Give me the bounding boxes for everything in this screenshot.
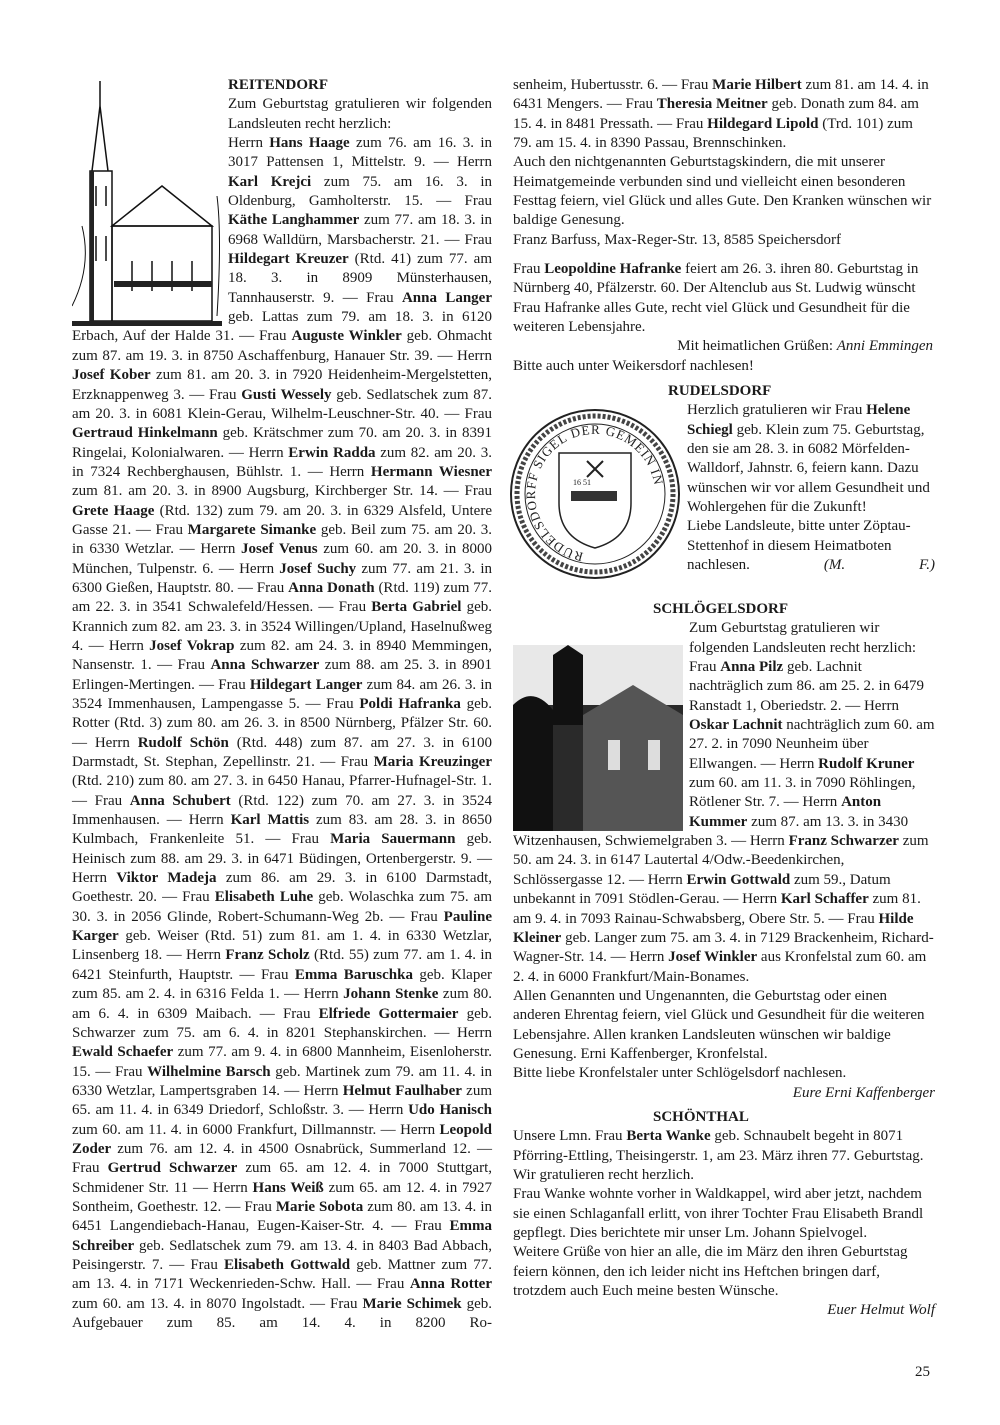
section-heading-schoenthal: SCHÖNTHAL — [653, 1109, 749, 1125]
signoff-text: Mit heimatlichen Grüßen: Anni Emmingen — [677, 338, 933, 355]
person-name: Emma Baruschka — [294, 966, 413, 983]
closing-text: Auch den nichtgenannten Geburtstagskindern, die mit unserer Heimatgemeinde verbunden sind und vielleicht einen besonderen Festtag feiern, viel Glück und alles Gute. Den Kranken wünschen wir baldige Genesung. — [513, 154, 932, 229]
paragraph-2: Frau Wanke wohnte vorher in Waldkappel, wird aber jetzt, nachdem sie einen Schlaganfall erlitt, von ihrer Tochter Frau Elisabeth Brandl gepflegt. Dies berichtete mir unser Lm. Johann Spielvogel. — [513, 1186, 924, 1242]
person-name: Josef Kober — [72, 367, 151, 384]
person-name: Berta Wanke — [626, 1128, 711, 1145]
church-drawing-icon — [72, 76, 222, 326]
birthday-list: Herrn Hans Haage zum 76. am 16. 3. in 3017 Pattensen 1, Mittelstr. 9. — Herrn Karl Krejci zum 75. am 16. 3. in Oldenburg, Gamholterstr. 15. — Frau Käthe Langhammer zum 77. am 18. 3. in 6968 Walldürn, Marsbacherstr. 21. — Frau Hildegart Kreuzer (Rtd. 41) zum 77. am 18. 3. in 8909 Münsterhausen, Tannhauserstr. 9. — Frau Anna Langer geb. Lattas zum 79. am 18. 3. in 6120 Erbach, Auf der Halde 31. — Frau Auguste Winkler geb. Ohmacht zum 87. am 19. 3. in 8750 Aschaffenburg, Hanauer Str. 39. — Herrn Josef Kober zum 81. am 20. 3. in 7920 Heidenheim-Mergelstetten, Erzknappenweg 3. — Frau Gusti Wessely geb. Sedlatschek zum 87. am 20. 3. in 6081 Klein-Gerau, Wilhelm-Leuschner-Str. 40. — Frau Gertraud Hinkelmann geb. Krätschmer zum 70. am 20. 3. in 8391 Ringelai, Kolonialwaren. — Herrn Erwin Radda zum 82. am 20. 3. in 7324 Rechberghausen, Bühlstr. 1. — Herrn Hermann Wiesner zum 81. am 20. 3. in 8900 Augsburg, Kirchberger Str. 14. — Frau Grete Haage (Rtd. 132) zum 79. am 20. 3. in 6329 Alsfeld, Untere Gasse 21. — Frau Margarete Simanke geb. Beil zum 75. am 20. 3. in 6330 Wetzlar. — Herrn Josef Venus zum 60. am 20. 3. in 8000 München, Tulpenstr. 6. — Herrn Josef Suchy zum 77. am 21. 3. in 6300 Gießen, Hauptstr. 80. — Frau Anna Donath (Rtd. 119) zum 77. am 22. 3. in 3541 Schwalefeld/Hessen. — Frau Berta Gabriel geb. Krannich zum 82. am 23. 3. in 3524 Willingen/Upland, Haselnußweg 4. — Herrn Josef Vokrap zum 82. am 24. 3. in 8940 Memmingen, Nansenstr. 1. — Frau Anna Schwarzer zum 88. am 25. 3. in 8901 Erlingen-Mertingen. — Frau Hildegart Langer zum 84. am 26. 3. in 3524 Immenhausen, Lampengasse 5. — Frau Poldi Hafranka geb. Rotter (Rtd. 3) zum 80. am 26. 3. in 8500 Nürnberg, Pfälzer Str. 60. — Herrn Rudolf Schön (Rtd. 448) zum 87. am 27. 3. in 6100 Darmstadt, St. Stephan, Zepellinstr. 21. — Frau Maria Kreuzinger (Rtd. 210) zum 80. am 27. 3. in 6450 Hanau, Pfarrer-Hufnagel-Str. 1. — Frau Anna Schubert (Rtd. 122) zum 70. am 27. 3. in 3524 Immenhausen. — Herrn Karl Mattis zum 83. am 28. 3. in 8650 Kulmbach, Frankenleite 51. — Frau Maria Sauermann geb. Heinisch zum 88. am 29. 3. in 6471 Büdingen, Ortenbergerstr. 9. — Herrn Viktor Madeja zum 86. am 29. 3. in 6100 Darmstadt, Goethestr. 20. — Frau Elisabeth Luhe geb. Wolaschka zum 75. am 30. 3. in 2056 Glinde, Robert-Schumann-Weg 2b. — Frau Pauline Karger geb. Weiser (Rtd. 51) zum 81. am 1. 4. in 6330 Wetzlar, Linsenberg 18. — Herrn Franz Scholz (Rtd. 55) zum 77. am 1. 4. in 6421 Steinfurth, Hauptstr. — Frau Emma Baruschka geb. Klaper zum 85. am 2. 4. in 6316 Felda 1. — Herrn Johann Stenke zum 80. am 6. 4. in 6309 Maibach. — Frau Elfriede Gottermaier geb. Schwarzer zum 75. am 6. 4. in 8201 Stephanskirchen. — Herrn Ewald Schaefer zum 77. am 9. 4. in 6800 Mannheim, Eisenloherstr. 15. — Frau Wilhelmine Barsch geb. Martinek zum 79. am 11. 4. in 6330 Wetzlar, Lampertsgraben 14. — Herrn Helmut Faulhaber zum 65. am 11. 4. in 6349 Driedorf, Schloßstr. 3. — Herrn Udo Hanisch zum 60. am 11. 4. in 6000 Frankfurt, Dillmannstr. — Herrn Leopold Zoder zum 76. am 12. 4. in 4500 Osnabrück, Summerland 12. — Frau Gertrud Schwarzer zum 65. am 12. 4. in 7000 Stuttgart, Schmidener Str. 11 — Herrn Hans Weiß zum 65. am 12. 4. in 7927 Sontheim, Goethestr. 12. — Frau Marie Sobota zum 80. am 13. 4. in 6451 Langendiebach-Hanau, Eugen-Kaiser-Str. 4. — Frau Emma Schreiber geb. Sedlatschek zum 79. am 13. 4. in 8403 Bad Abbach, Peisingerstr. 7. — Frau Elisabeth Gottwald geb. Mattner zum 77. am 13. 4. in 7171 Weckenrieden-Schw. Hall. — Frau Anna Rotter zum 60. am 13. 4. in 8070 Ingolstadt. — Frau Marie Schimek geb. Aufgebauer zum 85. am 14. 4. in 8200 Ro- — [72, 135, 493, 1331]
paragraph-3: Weitere Grüße von hier an alle, die im März den ihren Geburtstag feiern können, den ich leider nicht ins Heftchen bringen darf, trotzdem auch Euch meine besten Wünsche. — [513, 1244, 908, 1300]
seal-year: 16 51 — [573, 478, 591, 488]
person-name: Hildegart Langer — [249, 676, 363, 693]
page-number: 25 — [915, 1364, 930, 1380]
person-name: Erwin Radda — [288, 444, 376, 461]
closing-text: Allen Genannten und Ungenannten, die Geburtstag oder einen anderen Ehrentag feiern, viel Glück und Gesundheit für die weiteren Lebensjahre. Allen kranken Landsleuten wünschen wir baldige Genesung. Erni Kaffenberger, Kronfelstal. — [513, 987, 925, 1062]
person-name: Anna Donath — [288, 579, 375, 596]
person-name: Anna Schwarzer — [210, 657, 320, 674]
signoff-text: Eure Erni Kaffenberger — [792, 1084, 935, 1101]
section-schoenthal — [513, 1108, 935, 1321]
intro-text: Zum Geburtstag gratulieren wir folgenden Landsleuten recht herzlich: — [228, 96, 492, 132]
person-name: Josef Winkler — [668, 949, 758, 966]
birthday-list: Frau Anna Pilz geb. Lachnit nachträglich zum 86. am 25. 2. in 6479 Ranstadt 1, Oberiedstr. 2. — Herrn Oskar Lachnit nachträglich zum 60. am 27. 2. in 7090 Neunheim über Ellwangen. — Herrn Rudolf Kruner zum 60. am 11. 3. in 7090 Röhlingen, Rötlener Str. 7. — Herrn Anton Kummer zum 87. am 13. 3. in 3430 Witzenhausen, Schwiemelgraben 3. — Herrn Franz Schwarzer zum 50. am 24. 3. in 6147 Lautertal 4/Odw.-Beedenkirchen, Schlössergasse 12. — Herrn Erwin Gottwald zum 59., Datum unbekannt in 7091 Stödlen-Gerau. — Herrn Karl Schaffer zum 81. am 9. 4. in 7093 Rainau-Schwabsberg, Obere Str. 5. — Frau Hilde Kleiner geb. Langer zum 75. am 3. 4. in 7129 Brackenheim, Richard-Wagner-Str. 14. — Herrn Josef Winkler aus Kronfelstal zum 60. am 2. 4. in 6000 Frankfurt/Main-Bonames. — [513, 659, 935, 985]
person-name: Pauline Karger — [72, 908, 492, 945]
person-name: Käthe Langhammer — [228, 212, 360, 229]
author-name: Anni Emmingen — [836, 338, 933, 355]
person-name: Poldi Hafranka — [359, 696, 461, 712]
person-name: Leopold Zoder — [72, 1121, 492, 1157]
seal-text: RUDELSDORFF SIGEL DER GEMEIN IN — [523, 422, 667, 566]
person-name: Elfriede Gottermaier — [318, 1005, 459, 1022]
intro-text: Zum Geburtstag gratulieren wir folgenden Landsleuten recht herzlich: — [689, 620, 916, 656]
person-name: Josef Venus — [241, 541, 318, 558]
person-name: Theresia Meitner — [656, 96, 768, 113]
person-name: Gertrud Schwarzer — [107, 1160, 238, 1177]
note-text: Frau Leopoldine Hafranke feiert am 26. 3. ihren 80. Geburtstag in Nürnberg 40, Pfälzerstr. 60. Der Altenclub aus St. Ludwig wünscht Frau Hafranke alles Gute, recht viel Glück und Gesundheit für die weiteren Lebensjahre. — [513, 261, 919, 336]
person-name: Johann Stenke — [343, 986, 439, 1003]
person-name: Margarete Simanke — [187, 521, 317, 538]
person-name: Gertraud Hinkelmann — [72, 425, 218, 442]
section-heading-rudelsdorf: RUDELSDORF — [668, 383, 772, 399]
section-heading-schloegelsdorf: SCHLÖGELSDORF — [653, 601, 789, 617]
person-name: Auguste Winkler — [291, 328, 402, 345]
person-name: Josef Suchy — [279, 560, 357, 577]
person-name: Franz Schwarzer — [788, 833, 899, 850]
person-name: Marie Schimek — [362, 1295, 462, 1312]
person-name: Grete Haage — [72, 502, 155, 519]
person-name: Helene Schiegl — [687, 402, 911, 438]
person-name: Anna Pilz — [720, 659, 784, 676]
municipal-seal-icon — [509, 403, 681, 585]
person-name: Berta Gabriel — [371, 599, 462, 616]
person-name: Hildegart Kreuzer — [228, 251, 349, 268]
signoff-text: Euer Helmut Wolf — [827, 1302, 935, 1319]
section-schloegelsdorf — [513, 600, 935, 1103]
person-name: Karl Schaffer — [780, 891, 869, 908]
person-name: Anna Schubert — [129, 792, 231, 809]
person-name: Hilde Kleiner — [513, 910, 914, 946]
person-name: Viktor Madeja — [116, 870, 217, 887]
section-rudelsdorf — [513, 382, 935, 585]
greeting-text: Herzlich gratulieren wir Frau Helene Schiegl geb. Klein zum 75. Geburtstag, den sie am 28. 3. in 6082 Mörfelden-Walldorf, Jahnstr. 6, feiern kann. Dazu wünschen wir vor allem Gesundheit und Wohlergehen für die Zukunft! — [687, 402, 930, 516]
person-name: Leopoldine Hafranke — [544, 261, 682, 278]
reference-text: Bitte liebe Kronfelstaler unter Schlögelsdorf nachlesen. — [513, 1065, 847, 1082]
birthday-list-continued: senheim, Hubertusstr. 6. — Frau Marie Hilbert zum 81. am 14. 4. in 6431 Mengers. — Frau Theresia Meitner geb. Donath zum 84. am 15. 4. in 8481 Pressath. — Frau Hildegard Lipold (Trd. 101) zum 79. am 15. 4. in 8390 Passau, Brennschinken. — [513, 77, 929, 152]
author-name: (M. F.) — [823, 557, 936, 574]
person-name: Karl Mattis — [230, 812, 310, 829]
person-name: Maria Kreuzinger — [373, 754, 492, 771]
left-column — [72, 76, 492, 1333]
person-name: Udo Hanisch — [408, 1102, 492, 1119]
person-name: Hermann Wiesner — [370, 463, 492, 480]
person-name: Gusti Wessely — [241, 386, 332, 403]
person-name: Rudolf Kruner — [818, 755, 915, 772]
reference-text: Bitte auch unter Weikersdorf nachlesen! — [513, 357, 754, 374]
right-column-top — [513, 76, 935, 376]
paragraph-1: Unsere Lmn. Frau Berta Wanke geb. Schnaubelt begeht in 8071 Pförring-Ettling, Theisingerstr. 1, am 23. März ihren 77. Geburtstag. Wir gratulieren recht herzlich. — [513, 1128, 924, 1184]
person-name: Anna Rotter — [409, 1276, 493, 1293]
person-name: Elisabeth Luhe — [214, 889, 314, 906]
person-name: Helmut Faulhaber — [342, 1082, 462, 1099]
person-name: Hans Haage — [269, 135, 350, 152]
person-name: Marie Hilbert — [712, 77, 802, 93]
person-name: Hans Weiß — [252, 1179, 324, 1196]
person-name: Anna Langer — [401, 289, 492, 306]
person-name: Rudolf Schön — [137, 734, 229, 751]
person-name: Ewald Schaefer — [72, 1044, 174, 1061]
person-name: Josef Vokrap — [149, 637, 235, 654]
person-name: Oskar Lachnit — [689, 717, 783, 734]
section-heading-reitendorf: REITENDORF — [228, 77, 329, 93]
person-name: Karl Krejci — [228, 173, 312, 190]
person-name: Franz Scholz — [225, 947, 310, 964]
sender-text: Franz Barfuss, Max-Reger-Str. 13, 8585 Speichersdorf — [513, 231, 841, 248]
person-name: Wilhelmine Barsch — [147, 1063, 271, 1080]
note-text: Liebe Landsleute, bitte unter Zöptau-Stettenhof in diesem Heimatboten nachlesen. (M. F.) — [687, 518, 936, 574]
person-name: Marie Sobota — [275, 1198, 364, 1215]
person-name: Emma Schreiber — [72, 1218, 492, 1254]
person-name: Erwin Gottwald — [686, 871, 791, 888]
person-name: Hildegard Lipold — [707, 115, 819, 132]
person-name: Anton Kummer — [689, 794, 882, 830]
person-name: Maria Sauermann — [330, 831, 456, 848]
church-photo-icon — [513, 645, 683, 831]
person-name: Elisabeth Gottwald — [223, 1256, 351, 1273]
